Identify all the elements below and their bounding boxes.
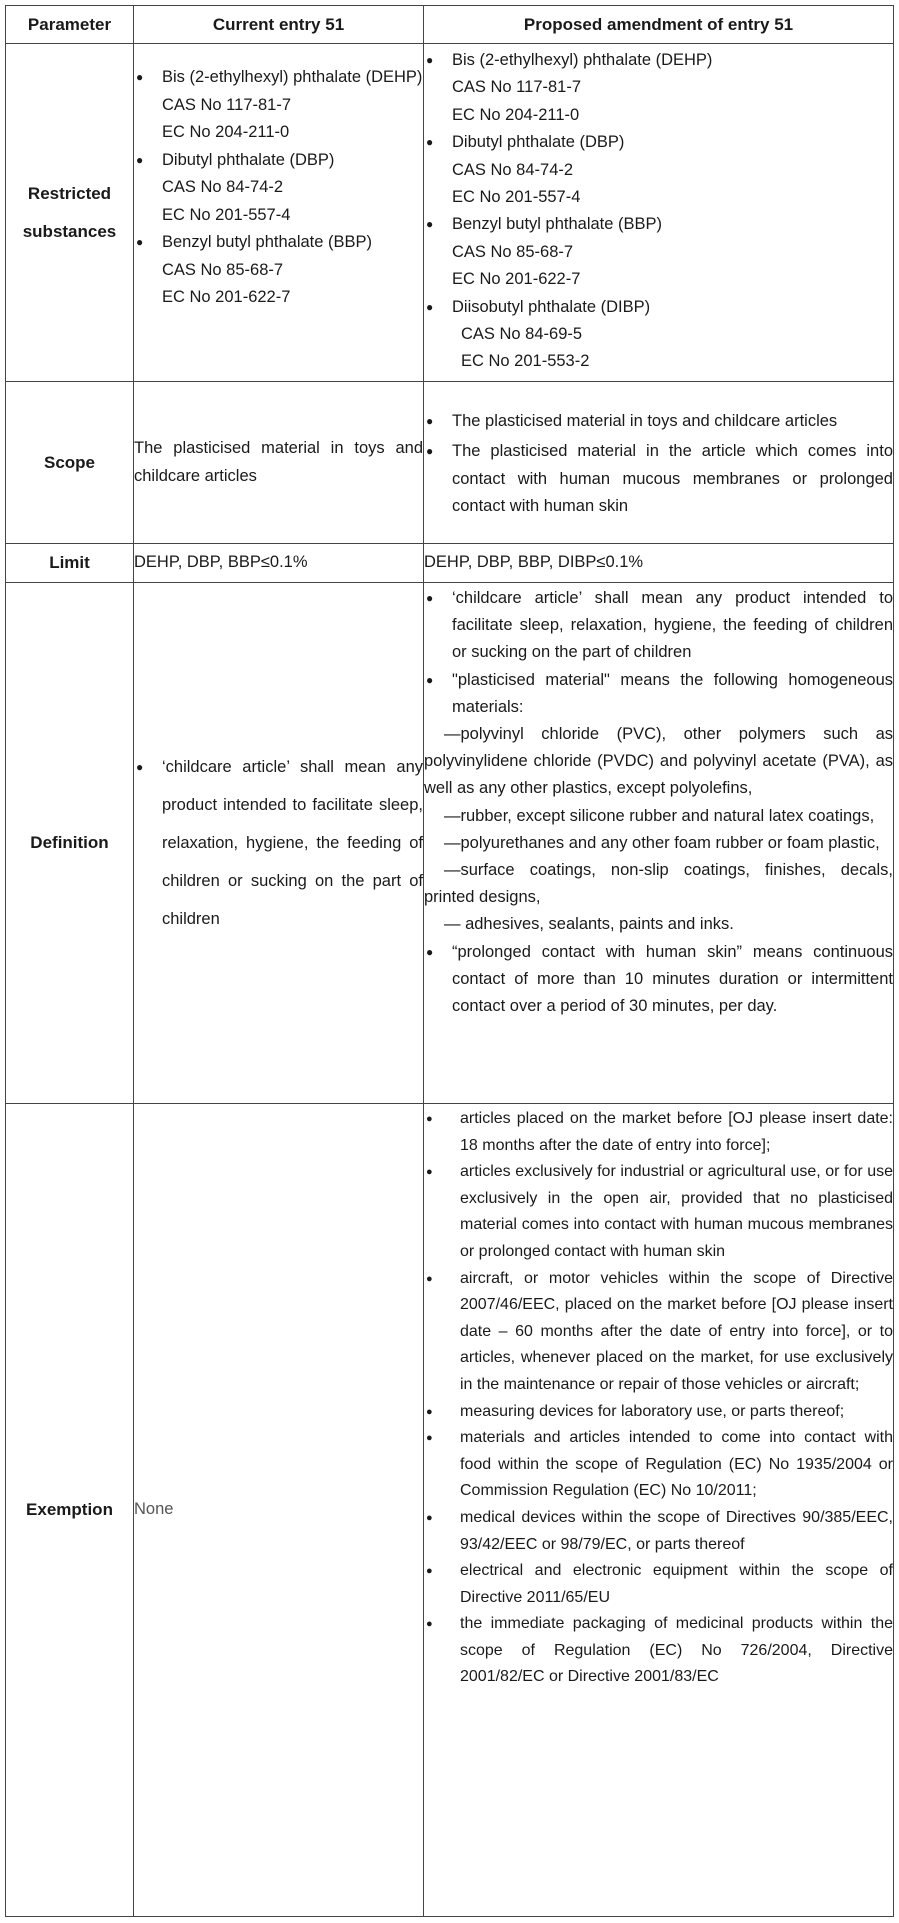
cas-number: CAS No 117-81-7 (162, 95, 292, 114)
cas-number: CAS No 84-69-5 (461, 325, 583, 344)
list-item: ● Dibutyl phthalate (DBP) (424, 129, 893, 156)
header-parameter: Parameter (6, 6, 134, 44)
proposed-restricted (424, 44, 894, 382)
row-definition (6, 583, 894, 1104)
ec-number: EC No 201-557-4 (162, 205, 291, 224)
list-item: ● aircraft, or motor vehicles within the scope of Directive 2007/46/EEC, placed on the market before [OJ please insert date – 60 months after the date of entry into force], or to articles, whenever placed on the market, for use exclusively in the maintenance or repair of those vehicles or aircraft; (424, 1266, 893, 1399)
cas-number: CAS No 85-68-7 (162, 260, 284, 279)
dash-item: —polyurethanes and any other foam rubber or foam plastic, (444, 833, 880, 852)
cas-number: CAS No 84-74-2 (452, 160, 574, 179)
header-current: Current entry 51 (134, 6, 424, 44)
proposed-exemption (424, 1104, 894, 1917)
list-item: ● “prolonged contact with human skin” means continuous contact of more than 10 minutes duration or intermittent contact over a period of 30 minutes, per day. (424, 939, 893, 1021)
param-limit: Limit (6, 544, 134, 583)
dash-item: —rubber, except silicone rubber and natural latex coatings, (444, 806, 875, 825)
list-item: ● materials and articles intended to come into contact with food within the scope of Regulation (EC) No 1935/2004 or Commission Regulation (EC) No 10/2011; (424, 1425, 893, 1505)
ec-number: EC No 201-553-2 (461, 352, 590, 371)
cas-number: CAS No 84-74-2 (162, 178, 284, 196)
param-definition: Definition (6, 583, 134, 1104)
proposed-scope (424, 382, 894, 544)
row-limit (6, 544, 894, 583)
list-item: ● the immediate packaging of medicinal products within the scope of Regulation (EC) No 726/2004, Directive 2001/82/EC or Directive 2001/83/EC (424, 1611, 893, 1691)
proposed-limit: DEHP, DBP, BBP, DIBP≤0.1% (424, 544, 894, 583)
proposed-definition (424, 583, 894, 1104)
current-scope: The plasticised material in toys and childcare articles (134, 382, 424, 544)
list-item: ● medical devices within the scope of Directives 90/385/EEC, 93/42/EEC or 98/79/EC, or parts thereof (424, 1505, 893, 1558)
header-row (6, 6, 894, 44)
list-item: ● articles exclusively for industrial or agricultural use, or for use exclusively in the open air, provided that no plasticised material comes into contact with human mucous membranes or prolonged contact with human skin (424, 1159, 893, 1265)
list-item: ● articles placed on the market before [OJ please insert date: 18 months after the date of entry into force]; (424, 1106, 893, 1159)
current-restricted (134, 44, 424, 382)
ec-number: EC No 201-557-4 (452, 188, 581, 207)
list-item: ● Bis (2-ethylhexyl) phthalate (DEHP) (134, 64, 423, 92)
cas-number: CAS No 117-81-7 (452, 78, 582, 97)
list-item: ● Benzyl butyl phthalate (BBP) (424, 211, 893, 238)
ec-number: EC No 204-211-0 (162, 123, 290, 141)
list-item: ● Bis (2-ethylhexyl) phthalate (DEHP) (424, 47, 893, 74)
header-proposed: Proposed amendment of entry 51 (424, 6, 894, 44)
cas-number: CAS No 85-68-7 (452, 242, 574, 261)
list-item: ● ‘childcare article’ shall mean any product intended to facilitate sleep, relaxation, hygiene, the feeding of children or sucking on the part of children (134, 748, 423, 938)
list-item: ● Benzyl butyl phthalate (BBP) (134, 229, 423, 257)
list-item: ● The plasticised material in toys and childcare articles (424, 404, 893, 438)
ec-number: EC No 201-622-7 (162, 288, 291, 306)
param-exemption: Exemption (6, 1104, 134, 1917)
param-scope: Scope (6, 382, 134, 544)
ec-number: EC No 204-211-0 (452, 105, 580, 124)
current-limit: DEHP, DBP, BBP≤0.1% (134, 544, 424, 583)
row-restricted (6, 44, 894, 382)
comparison-table (5, 5, 894, 1917)
current-exemption: None (134, 1104, 424, 1917)
list-item: ● Dibutyl phthalate (DBP) (134, 147, 423, 175)
list-item: ● Diisobutyl phthalate (DIBP) (424, 294, 893, 321)
list-item: ● electrical and electronic equipment within the scope of Directive 2011/65/EU (424, 1558, 893, 1611)
dash-item: —surface coatings, non-slip coatings, finishes, decals, printed designs, (424, 861, 893, 907)
list-item: ● The plasticised material in the article which comes into contact with human mucous membranes or prolonged contact with human skin (424, 438, 893, 521)
list-item: ● "plasticised material" means the following homogeneous materials: (424, 667, 893, 721)
list-item: ● measuring devices for laboratory use, or parts thereof; (424, 1399, 893, 1426)
row-exemption (6, 1104, 894, 1917)
dash-item: — adhesives, sealants, paints and inks. (444, 915, 734, 934)
dash-item: —polyvinyl chloride (PVC), other polymers such as polyvinylidene chloride (PVDC) and polyvinyl acetate (PVA), as well as any other plastics, except polyolefins, (424, 725, 893, 798)
list-item: ● ‘childcare article’ shall mean any product intended to facilitate sleep, relaxation, hygiene, the feeding of children or sucking on the part of children (424, 585, 893, 667)
ec-number: EC No 201-622-7 (452, 270, 581, 289)
current-definition (134, 583, 424, 1104)
param-restricted: Restricted substances (6, 44, 134, 382)
row-scope (6, 382, 894, 544)
